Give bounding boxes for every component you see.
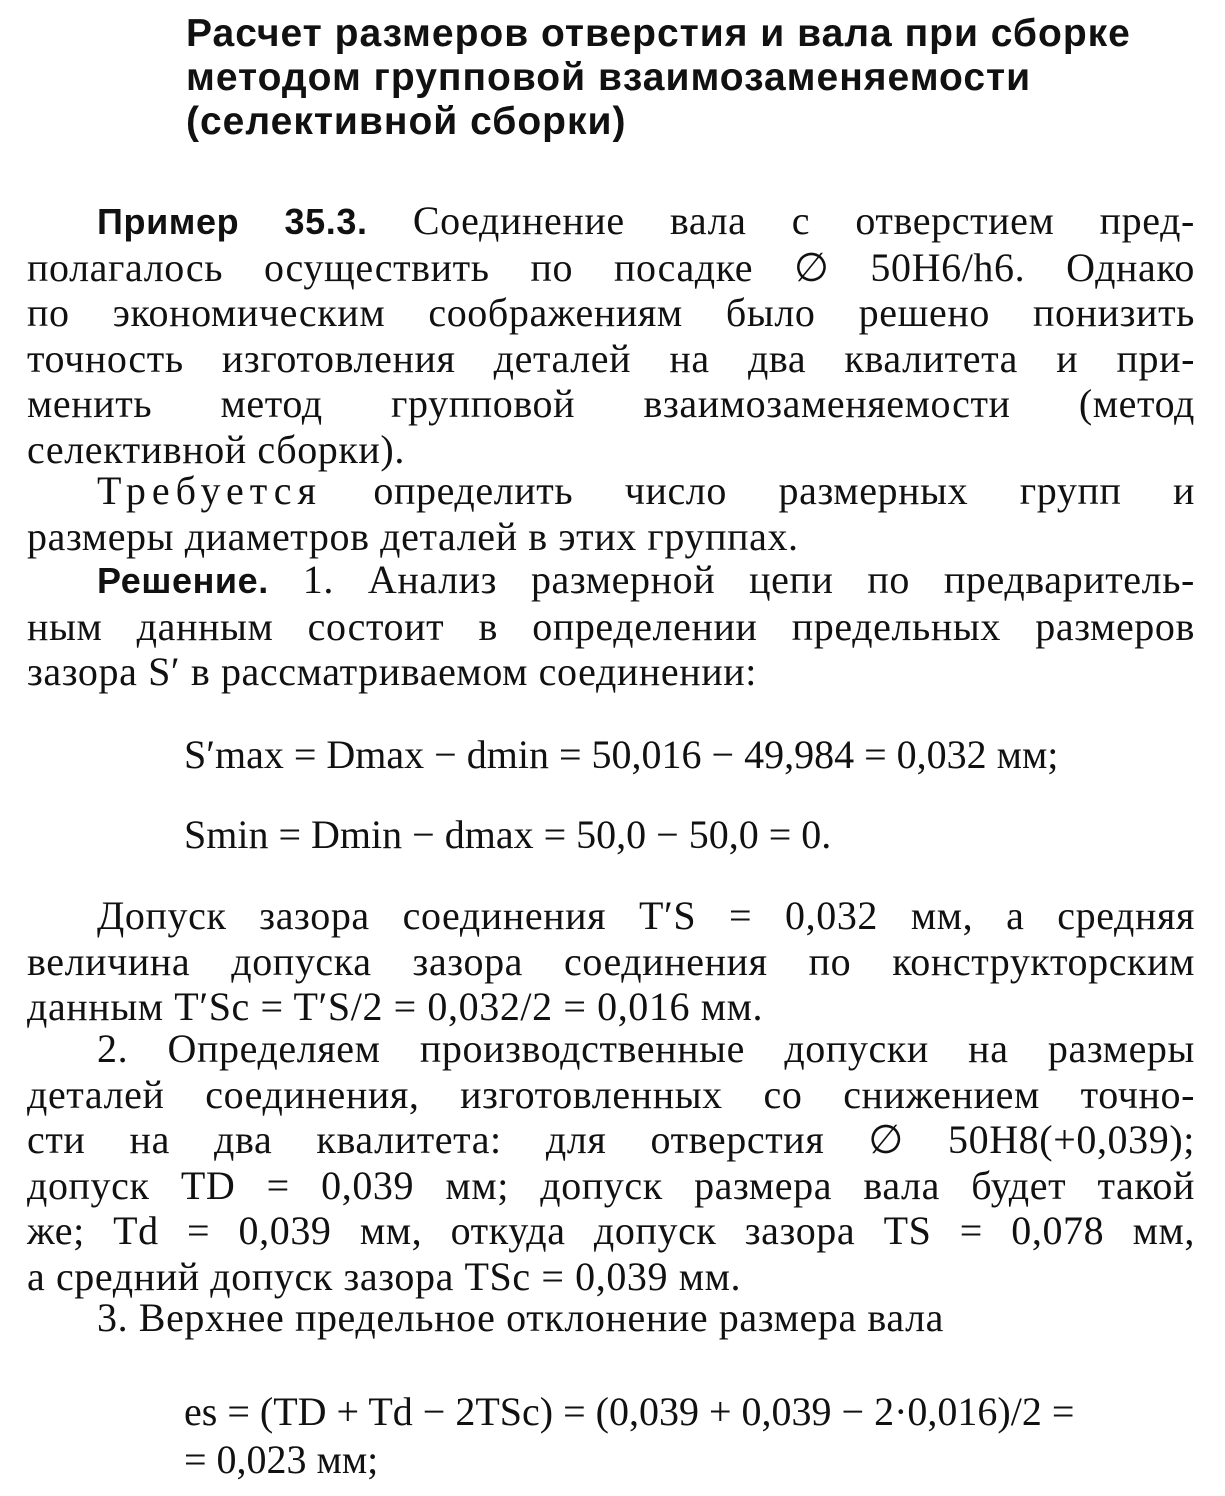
requirement-line-1: определить число размерных групп и bbox=[373, 468, 1195, 513]
example-line-6: селективной сборки). bbox=[27, 426, 405, 472]
example-label: Пример 35.3. bbox=[97, 201, 368, 242]
step2-line-3: сти на два квалитета: для отверстия ∅ 50H8(+0,039); bbox=[27, 1117, 1195, 1162]
tolerance-paragraph bbox=[27, 893, 1195, 1030]
step2-line-5: же; Td = 0,039 мм, откуда допуск зазора TS = 0,078 мм, bbox=[27, 1208, 1195, 1253]
solution-first-line bbox=[27, 557, 1195, 604]
section-heading bbox=[186, 12, 1186, 144]
step2-paragraph bbox=[27, 1026, 1195, 1299]
tolerance-line-3: данным T′Sc = T′S/2 = 0,032/2 = 0,016 мм. bbox=[27, 984, 764, 1029]
requirement-label: Требуется bbox=[97, 468, 322, 513]
solution-line-2: ным данным состоит в определении предельных размеров bbox=[27, 603, 1195, 649]
requirement-line-2: размеры диаметров деталей в этих группах. bbox=[27, 513, 799, 559]
requirement-first-line bbox=[27, 468, 1195, 514]
tolerance-line-1: Допуск зазора соединения T′S = 0,032 мм, а средняя bbox=[97, 893, 1195, 938]
formula-max-clearance: S′max = Dmax − dmin = 50,016 − 49,984 = 0,032 мм; bbox=[184, 732, 1059, 777]
solution-line-3: зазора S′ в рассматриваемом соединении: bbox=[27, 649, 758, 694]
solution-label: Решение. bbox=[97, 560, 269, 601]
example-line-1: Соединение вала с отверстием пред- bbox=[412, 198, 1195, 243]
example-line-5: менить метод групповой взаимозаменяемости (метод bbox=[27, 381, 1195, 426]
solution-line-1: 1. Анализ размерной цепи по предваритель- bbox=[302, 557, 1195, 602]
requirement-paragraph bbox=[27, 468, 1195, 559]
example-first-line bbox=[27, 198, 1195, 245]
heading-line-2: методом групповой взаимозаменяемости bbox=[186, 56, 1032, 99]
step3-paragraph bbox=[27, 1295, 1195, 1341]
formula-upper-deviation-line-1: es = (TD + Td − 2TSc) = (0,039 + 0,039 − 2·0,016)/2 = bbox=[184, 1389, 1075, 1434]
formula-min-clearance: Smin = Dmin − dmax = 50,0 − 50,0 = 0. bbox=[184, 812, 832, 857]
formula-upper-deviation-line-2: = 0,023 мм; bbox=[184, 1437, 379, 1482]
step2-line-2: деталей соединения, изготовленных со снижением точно- bbox=[27, 1071, 1195, 1117]
heading-line-3: (селективной сборки) bbox=[186, 100, 627, 143]
step2-line-1: 2. Определяем производственные допуски на размеры bbox=[97, 1026, 1195, 1071]
step2-line-4: допуск TD = 0,039 мм; допуск размера вала будет такой bbox=[27, 1162, 1195, 1208]
step2-line-6: а средний допуск зазора TSc = 0,039 мм. bbox=[27, 1253, 742, 1299]
example-line-3: по экономическим соображениям было решено понизить bbox=[27, 290, 1195, 335]
example-line-4: точность изготовления деталей на два квалитета и при- bbox=[27, 335, 1195, 381]
example-paragraph bbox=[27, 198, 1195, 472]
step3-line-1: 3. Верхнее предельное отклонение размера вала bbox=[97, 1295, 944, 1340]
tolerance-line-2: величина допуска зазора соединения по конструкторским bbox=[27, 938, 1195, 984]
heading-line-1: Расчет размеров отверстия и вала при сборке bbox=[186, 12, 1131, 55]
solution-paragraph bbox=[27, 557, 1195, 695]
example-line-2: полагалось осуществить по посадке ∅ 50H6/h6. Однако bbox=[27, 244, 1195, 290]
